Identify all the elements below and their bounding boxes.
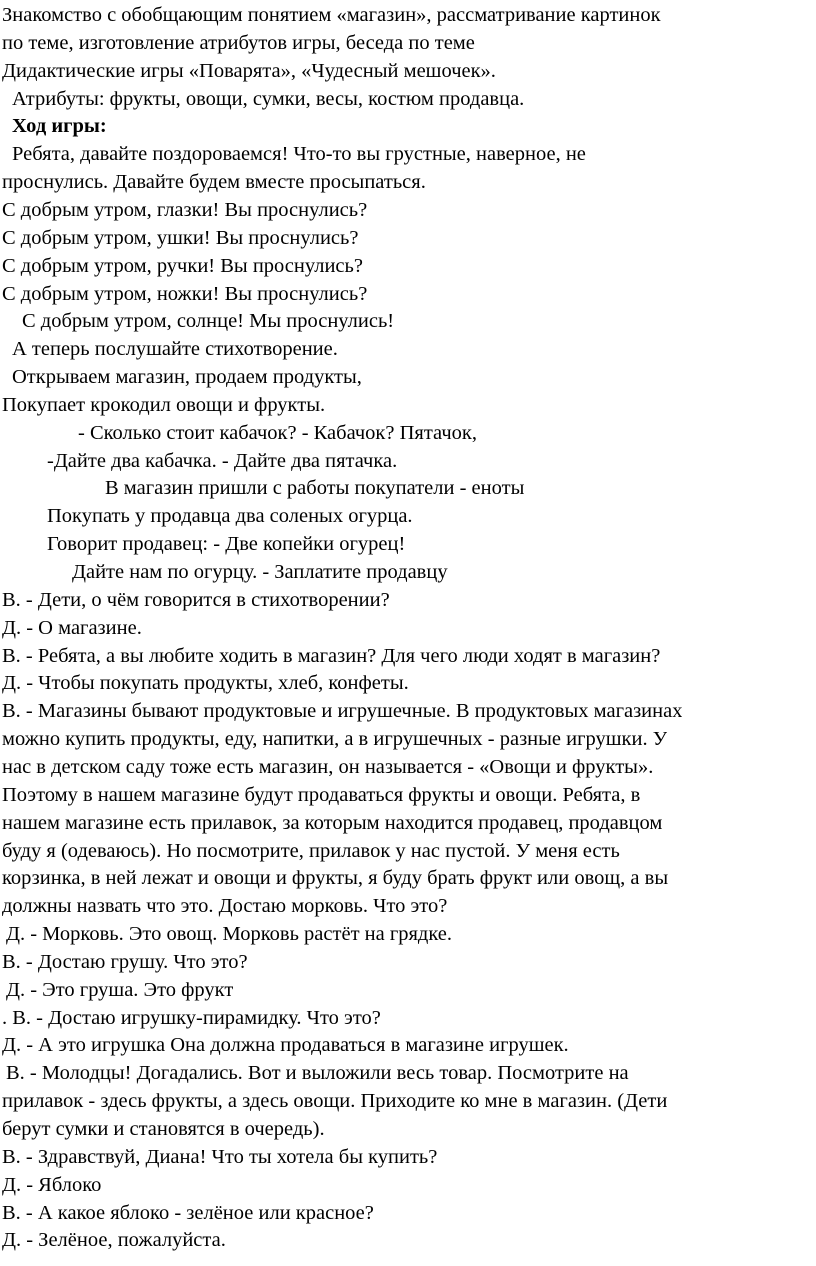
text-line: В. - Достаю грушу. Что это?: [2, 950, 248, 973]
text-line: берут сумки и становятся в очередь).: [2, 1118, 325, 1140]
text-line: Д. - Морковь. Это овощ. Морковь растёт на грядке.: [6, 923, 453, 946]
text-line: - Сколько стоит кабачок? - Кабачок? Пятачок,: [78, 421, 477, 444]
text-line: Говорит продавец: - Две копейки огурец!: [47, 533, 406, 556]
text-line: Ребята, давайте поздороваемся! Что-то вы грустные, наверное, не: [12, 143, 586, 166]
text-line: А теперь послушайте стихотворение.: [12, 338, 338, 361]
text-line: С добрым утром, глазки! Вы проснулись?: [2, 198, 368, 221]
text-line: Открываем магазин, продаем продукты,: [12, 366, 362, 389]
text-line: Покупать у продавца два соленых огурца.: [47, 505, 413, 528]
text-line: Д. - Чтобы покупать продукты, хлеб, конфеты.: [2, 672, 409, 695]
text-line: Покупает крокодил овощи и фрукты.: [2, 393, 326, 416]
text-line: Д. - Это груша. Это фрукт: [6, 978, 234, 1001]
text-line: В магазин пришли с работы покупатели - еноты: [105, 477, 525, 500]
text-line: В. - Молодцы! Догадались. Вот и выложили весь товар. Посмотрите на: [6, 1062, 629, 1085]
text-line: можно купить продукты, еду, напитки, а в игрушечных - разные игрушки. У: [2, 728, 668, 751]
text-line: В. - Ребята, а вы любите ходить в магазин? Для чего люди ходят в магазин?: [2, 644, 661, 667]
text-line: С добрым утром, ножки! Вы проснулись?: [2, 282, 368, 305]
text-line: В. - Магазины бывают продуктовые и игрушечные. В продуктовых магазинах: [2, 700, 683, 723]
text-line: корзинка, в ней лежат и овощи и фрукты, я буду брать фрукт или овощ, а вы: [2, 867, 669, 890]
text-line: В. - Дети, о чём говорится в стихотворении?: [2, 588, 390, 611]
text-line: В. - Здравствуй, Диана! Что ты хотела бы купить?: [2, 1145, 438, 1168]
text-line: Знакомство с обобщающим понятием «магазин», рассматривание картинок: [2, 4, 661, 26]
text-line: нашем магазине есть прилавок, за которым находится продавец, продавцом: [2, 811, 663, 834]
text-line: Д. - Яблоко: [2, 1173, 102, 1196]
text-line: нас в детском саду тоже есть магазин, он называется - «Овощи и фрукты».: [2, 755, 654, 778]
text-line: Дайте нам по огурцу. - Заплатите продавцу: [72, 561, 448, 583]
text-line: С добрым утром, солнце! Мы проснулись!: [22, 310, 395, 333]
text-line: . В. - Достаю игрушку-пирамидку. Что это?: [2, 1006, 381, 1029]
text-line: буду я (одеваюсь). Но посмотрите, прилавок у нас пустой. У меня есть: [2, 839, 620, 862]
text-line: по теме, изготовление атрибутов игры, беседа по теме: [2, 31, 475, 54]
section-heading: Ход игры:: [12, 115, 107, 138]
text-line: В. - А какое яблоко - зелёное или красное?: [2, 1201, 374, 1224]
text-line: проснулись. Давайте будем вместе просыпаться.: [2, 171, 426, 194]
text-line: -Дайте два кабачка. - Дайте два пятачка.: [47, 449, 398, 472]
text-line: должны назвать что это. Достаю морковь. Что это?: [2, 895, 448, 918]
text-line: С добрым утром, ручки! Вы проснулись?: [2, 254, 363, 277]
text-line: С добрым утром, ушки! Вы проснулись?: [2, 226, 359, 249]
text-line: Атрибуты: фрукты, овощи, сумки, весы, костюм продавца.: [12, 87, 525, 110]
text-line: Д. - Зелёное, пожалуйста.: [2, 1229, 226, 1252]
text-line: Д. - А это игрушка Она должна продаваться в магазине игрушек.: [2, 1034, 569, 1057]
text-line: прилавок - здесь фрукты, а здесь овощи. Приходите ко мне в магазин. (Дети: [2, 1090, 668, 1113]
text-line: Поэтому в нашем магазине будут продаваться фрукты и овощи. Ребята, в: [2, 783, 641, 806]
text-line: Дидактические игры «Поварята», «Чудесный мешочек».: [2, 59, 496, 82]
text-line: Д. - О магазине.: [2, 616, 142, 639]
